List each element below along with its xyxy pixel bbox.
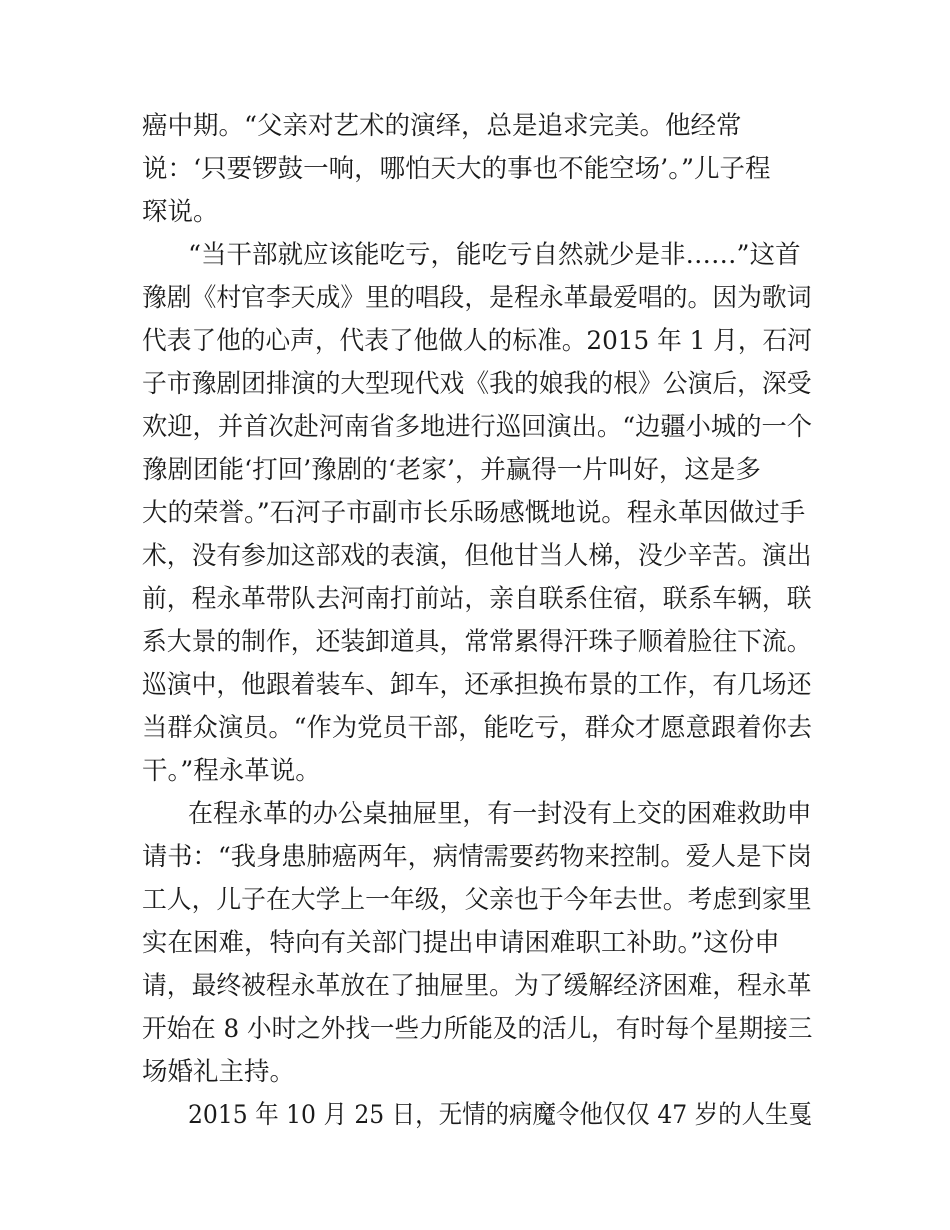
paragraph-first-line: “当干部就应该能吃亏，能吃亏自然就少是非……”这首 — [188, 240, 801, 270]
text-line: 开始在 8 小时之外找一些力所能及的活儿，有时每个星期接三 — [142, 1014, 813, 1044]
text-line: 前，程永革带队去河南打前站，亲自联系住宿，联系车辆，联 — [142, 584, 812, 614]
text-line: 当群众演员。“作为党员干部，能吃亏，群众才愿意跟着你去 — [142, 713, 813, 743]
text-line: 请，最终被程永革放在了抽屉里。为了缓解经济困难，程永革 — [142, 971, 812, 1001]
text-line: 子市豫剧团排演的大型现代戏《我的娘我的根》公演后，深受 — [142, 369, 812, 399]
text-line: 巡演中，他跟着装车、卸车，还承担换布景的工作，有几场还 — [142, 670, 812, 700]
text-line: 干。”程永革说。 — [142, 756, 321, 786]
paragraph-first-line: 2015 年 10 月 25 日，无情的病魔令他仅仅 47 岁的人生戛 — [188, 1100, 813, 1130]
text-line: 工人，儿子在大学上一年级，父亲也于今年去世。考虑到家里 — [142, 885, 812, 915]
text-line: 说：‘只要锣鼓一响，哪怕天大的事也不能空场’。”儿子程 — [142, 154, 771, 184]
text-line: 术，没有参加这部戏的表演，但他甘当人梯，没少辛苦。演出 — [142, 541, 812, 571]
text-line: 豫剧《村官李天成》里的唱段，是程永革最爱唱的。因为歌词 — [142, 283, 812, 313]
text-line: 豫剧团能‘打回’豫剧的‘老家’，并赢得一片叫好，这是多 — [142, 455, 761, 485]
text-line: 系大景的制作，还装卸道具，常常累得汗珠子顺着脸往下流。 — [142, 627, 812, 657]
text-line: 请书：“我身患肺癌两年，病情需要药物来控制。爱人是下岗 — [142, 842, 813, 872]
text-line: 代表了他的心声，代表了他做人的标准。2015 年 1 月，石河 — [142, 326, 812, 356]
paragraph-first-line: 在程永革的办公桌抽屉里，有一封没有上交的困难救助申 — [188, 799, 812, 829]
text-line: 实在困难，特向有关部门提出申请困难职工补助。”这份申 — [142, 928, 780, 958]
text-line: 癌中期。“父亲对艺术的演绎，总是追求完美。他经常 — [142, 111, 742, 141]
text-line: 欢迎，并首次赴河南省多地进行巡回演出。“边疆小城的一个 — [142, 412, 813, 442]
text-line: 场婚礼主持。 — [142, 1057, 296, 1087]
text-line: 琛说。 — [142, 197, 219, 227]
text-line: 大的荣誉。”石河子市副市长乐旸感慨地说。程永革因做过手 — [142, 498, 806, 528]
